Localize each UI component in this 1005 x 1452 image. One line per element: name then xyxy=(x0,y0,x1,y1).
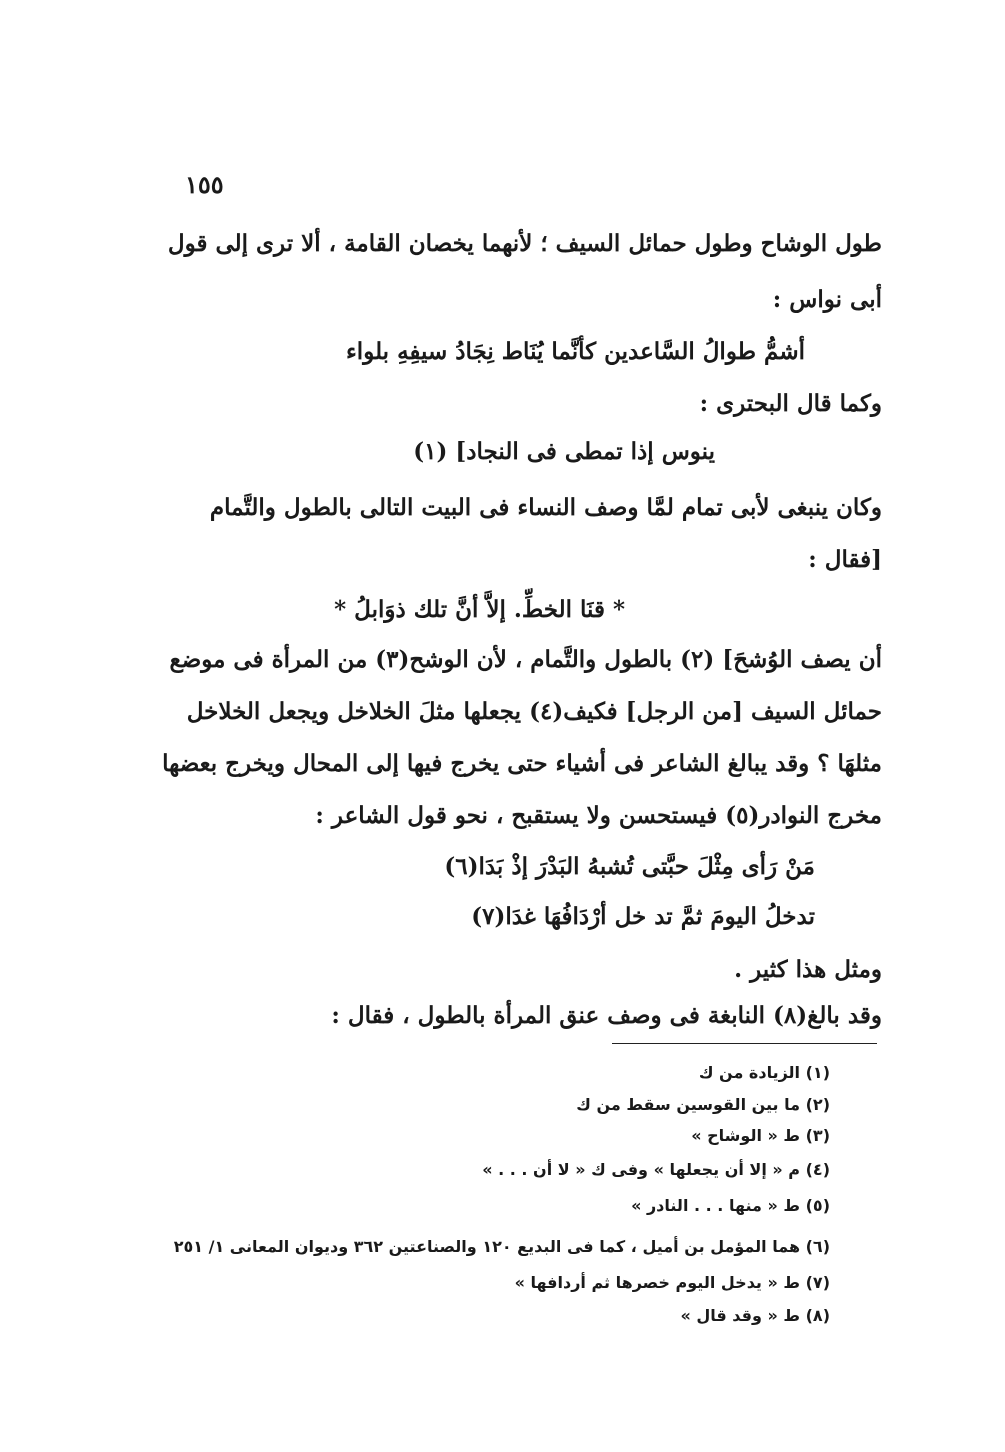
footnote-6: (٦) هما المؤمل بن أميل ، كما فى البديع ١٢٠ والصناعتين ٣٦٢ وديوان المعانى ١/ ٢٥١ xyxy=(173,1237,830,1256)
verse-line-4: مَنْ رَأى مِثْلَ حبَّتى تُشبهُ البَدْرَ إذْ بَدَا(٦) xyxy=(444,853,815,880)
body-line-1: طول الوشاح وطول حمائل السيف ؛ لأنهما يخصان القامة ، ألا ترى إلى قول xyxy=(167,230,882,257)
body-line-3: وكما قال البحترى : xyxy=(699,390,882,417)
verse-line-2: ينوس إذا تمطى فى النجاد] (١) xyxy=(413,438,715,465)
footnote-8: (٨) ط « وقد قال » xyxy=(680,1306,830,1325)
footnote-1: (١) الزيادة من ك xyxy=(698,1063,830,1082)
body-line-5: [فقال : xyxy=(808,546,882,573)
body-line-11: وقد بالغ(٨) النابغة فى وصف عنق المرأة بالطول ، فقال : xyxy=(331,1002,882,1029)
footnote-divider xyxy=(612,1043,877,1044)
verse-line-1: أشمُّ طوالُ السَّاعدين كأنَّما يُنَاط نِجَادُ سيفِهِ بلواء xyxy=(345,338,805,365)
footnote-3: (٣) ط « الوشاح » xyxy=(691,1126,830,1145)
footnote-4: (٤) م « إلا أن يجعلها » وفى ك « لا أن . . . » xyxy=(482,1160,830,1179)
footnote-5: (٥) ط « منها . . . النادر » xyxy=(631,1196,830,1215)
body-line-4: وكان ينبغى لأبى تمام لمَّا وصف النساء فى البيت التالى بالطول والتَّمام xyxy=(209,494,882,521)
verse-line-5: تدخلُ اليومَ ثمَّ تد خل أرْدَافُهَا غدَا(٧) xyxy=(471,903,815,930)
body-line-2: أبى نواس : xyxy=(772,286,882,313)
body-line-9: مخرج النوادر(٥) فيستحسن ولا يستقبح ، نحو قول الشاعر : xyxy=(315,802,882,829)
body-line-6: أن يصف الوُشحَ] (٢) بالطول والتَّمام ، لأن الوشح(٣) من المرأة فى موضع xyxy=(169,646,882,673)
footnote-2: (٢) ما بين القوسين سقط من ك xyxy=(576,1095,830,1114)
body-line-8: مثلهَا ؟ وقد يبالغ الشاعر فى أشياء حتى يخرج فيها إلى المحال ويخرج بعضها xyxy=(162,750,882,777)
body-line-7: حمائل السيف [من الرجل] فكيف(٤) يجعلها مثلَ الخلاخل ويجعل الخلاخل xyxy=(186,698,882,725)
page-number: ١٥٥ xyxy=(185,170,224,199)
body-line-10: ومثل هذا كثير . xyxy=(734,956,882,983)
verse-line-3: * قنَا الخطِّ. إلاَّ أنَّ تلك ذوَابلُ * xyxy=(334,596,625,623)
footnote-7: (٧) ط « يدخل اليوم خصرها ثم أردافها » xyxy=(514,1273,830,1292)
